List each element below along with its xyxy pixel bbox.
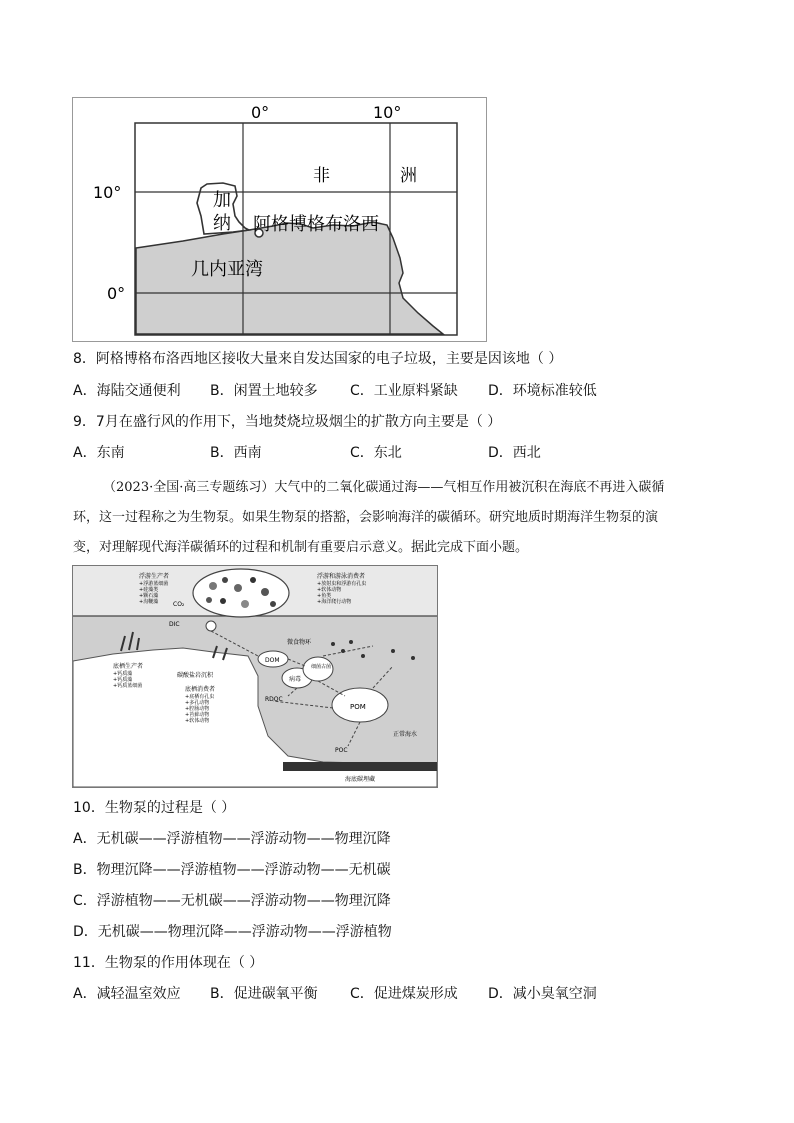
- svg-text:+苔藓动物: +苔藓动物: [185, 712, 210, 718]
- question-9-options: [73, 443, 541, 463]
- svg-text:+浮游蓝细菌: +浮游蓝细菌: [139, 581, 169, 587]
- svg-text:+钙质藻: +钙质藻: [113, 677, 133, 683]
- svg-text:+放射虫和浮游有孔虫: +放射虫和浮游有孔虫: [317, 581, 367, 587]
- lon-0-label: 0°: [251, 103, 270, 122]
- q11-option-a[interactable]: A．减轻温室效应: [73, 986, 181, 1002]
- svg-text:病毒: 病毒: [289, 676, 302, 683]
- map-svg: [73, 98, 486, 341]
- rdoc-label: RDOC: [265, 696, 283, 703]
- passage-line-1: （2023·全国·高三专题练习）大气中的二氧化碳通过海——气相互作用被沉积在海底不再进入碳循: [103, 480, 665, 495]
- microbial-loop-label: 微食物环: [287, 639, 312, 646]
- lat-10-label: 10°: [93, 183, 122, 202]
- passage-line-3: 变，对理解现代海洋碳循环的过程和机制有重要启示意义。据此完成下面小题。: [73, 540, 529, 555]
- q9-option-c[interactable]: C．东北: [350, 445, 402, 461]
- q9-option-a[interactable]: A．东南: [73, 445, 125, 461]
- q9-option-b[interactable]: B．西南: [210, 445, 262, 461]
- seafloor-label: 海底碳埋藏: [345, 776, 376, 783]
- biological-pump-diagram: [72, 565, 438, 788]
- question-11: 11．生物泵的作用体现在（ ）: [73, 955, 264, 971]
- svg-text:+颗石藻: +颗石藻: [139, 593, 159, 599]
- svg-text:+钙质藻: +钙质藻: [113, 671, 133, 677]
- ghana-label-1: 加: [213, 190, 231, 211]
- q10-option-a[interactable]: A．无机碳——浮游植物——浮游动物——物理沉降: [73, 831, 391, 847]
- svg-text:+多孔动物: +多孔动物: [185, 700, 210, 706]
- svg-text:POM: POM: [350, 703, 366, 711]
- question-10: 10．生物泵的过程是（ ）: [73, 800, 236, 816]
- q11-option-d[interactable]: D．减小臭氧空洞: [488, 986, 597, 1002]
- svg-text:细菌古菌: 细菌古菌: [311, 664, 332, 670]
- svg-text:+鱼类: +鱼类: [317, 593, 332, 599]
- svg-text:+硅藻类: +硅藻类: [139, 587, 159, 593]
- q11-option-c[interactable]: C．促进煤炭形成: [350, 986, 458, 1002]
- q10-option-b[interactable]: B．物理沉降——浮游植物——浮游动物——无机碳: [73, 862, 391, 878]
- svg-text:DOM: DOM: [265, 657, 280, 664]
- svg-text:+底栖有孔虫: +底栖有孔虫: [185, 694, 215, 700]
- svg-text:+软体动物: +软体动物: [317, 587, 342, 593]
- benthic-producer-title: 底栖生产者: [113, 663, 144, 670]
- producer-title: 浮游生产者: [139, 573, 170, 580]
- africa-label-2: 洲: [400, 166, 417, 186]
- plankton-bubble: [193, 569, 289, 617]
- diagram-svg: [73, 566, 437, 787]
- poc-label: POC: [335, 747, 348, 754]
- q10-option-d[interactable]: D．无机碳——物理沉降——浮游动物——浮游植物: [73, 924, 392, 940]
- question-8-options: [73, 381, 597, 401]
- svg-text:+海洋爬行动物: +海洋爬行动物: [317, 599, 352, 605]
- svg-text:+软体动物: +软体动物: [185, 718, 210, 724]
- q8-option-a[interactable]: A．海陆交通便利: [73, 383, 181, 399]
- svg-text:+腔肠动物: +腔肠动物: [185, 706, 210, 712]
- lon-10-label: 10°: [373, 103, 402, 122]
- q8-option-c[interactable]: C．工业原料紧缺: [350, 383, 458, 399]
- ghana-label-2: 纳: [213, 213, 231, 234]
- city-label: 阿格博格布洛西: [253, 214, 379, 235]
- q8-option-d[interactable]: D．环境标准较低: [488, 383, 597, 399]
- consumer-title: 浮游和游泳消费者: [317, 573, 366, 580]
- q8-option-b[interactable]: B．闲置土地较多: [210, 383, 318, 399]
- q9-option-d[interactable]: D．西北: [488, 445, 541, 461]
- benthic-consumer-title: 底栖消费者: [185, 686, 216, 693]
- dic-label: DIC: [169, 621, 180, 628]
- normal-sea-label: 正常海水: [393, 731, 418, 738]
- q11-option-b[interactable]: B．促进碳氧平衡: [210, 986, 318, 1002]
- carbonate-label: 碳酸盐岩沉积: [177, 672, 214, 679]
- africa-label-1: 非: [313, 166, 330, 186]
- svg-text:+沟鞭藻: +沟鞭藻: [139, 599, 159, 605]
- gulf-label: 几内亚湾: [191, 259, 263, 280]
- question-9: 9．7月在盛行风的作用下，当地焚烧垃圾烟尘的扩散方向主要是（ ）: [73, 414, 502, 430]
- question-8: 8．阿格博格布洛西地区接收大量来自发达国家的电子垃圾，主要是因该地（ ）: [73, 351, 563, 367]
- passage-line-2: 环，这一过程称之为生物泵。如果生物泵的搭豁，会影响海洋的碳循环。研究地质时期海洋生物泵的演: [73, 510, 659, 525]
- question-11-options: [73, 984, 597, 1004]
- passage-intro: [73, 473, 723, 563]
- svg-text:+钙质蓝细菌: +钙质蓝细菌: [113, 683, 143, 689]
- co2-label: CO₂: [173, 601, 185, 608]
- lat-0-label: 0°: [107, 284, 126, 303]
- q10-option-c[interactable]: C．浮游植物——无机碳——浮游动物——物理沉降: [73, 893, 391, 909]
- map-figure: [72, 97, 487, 342]
